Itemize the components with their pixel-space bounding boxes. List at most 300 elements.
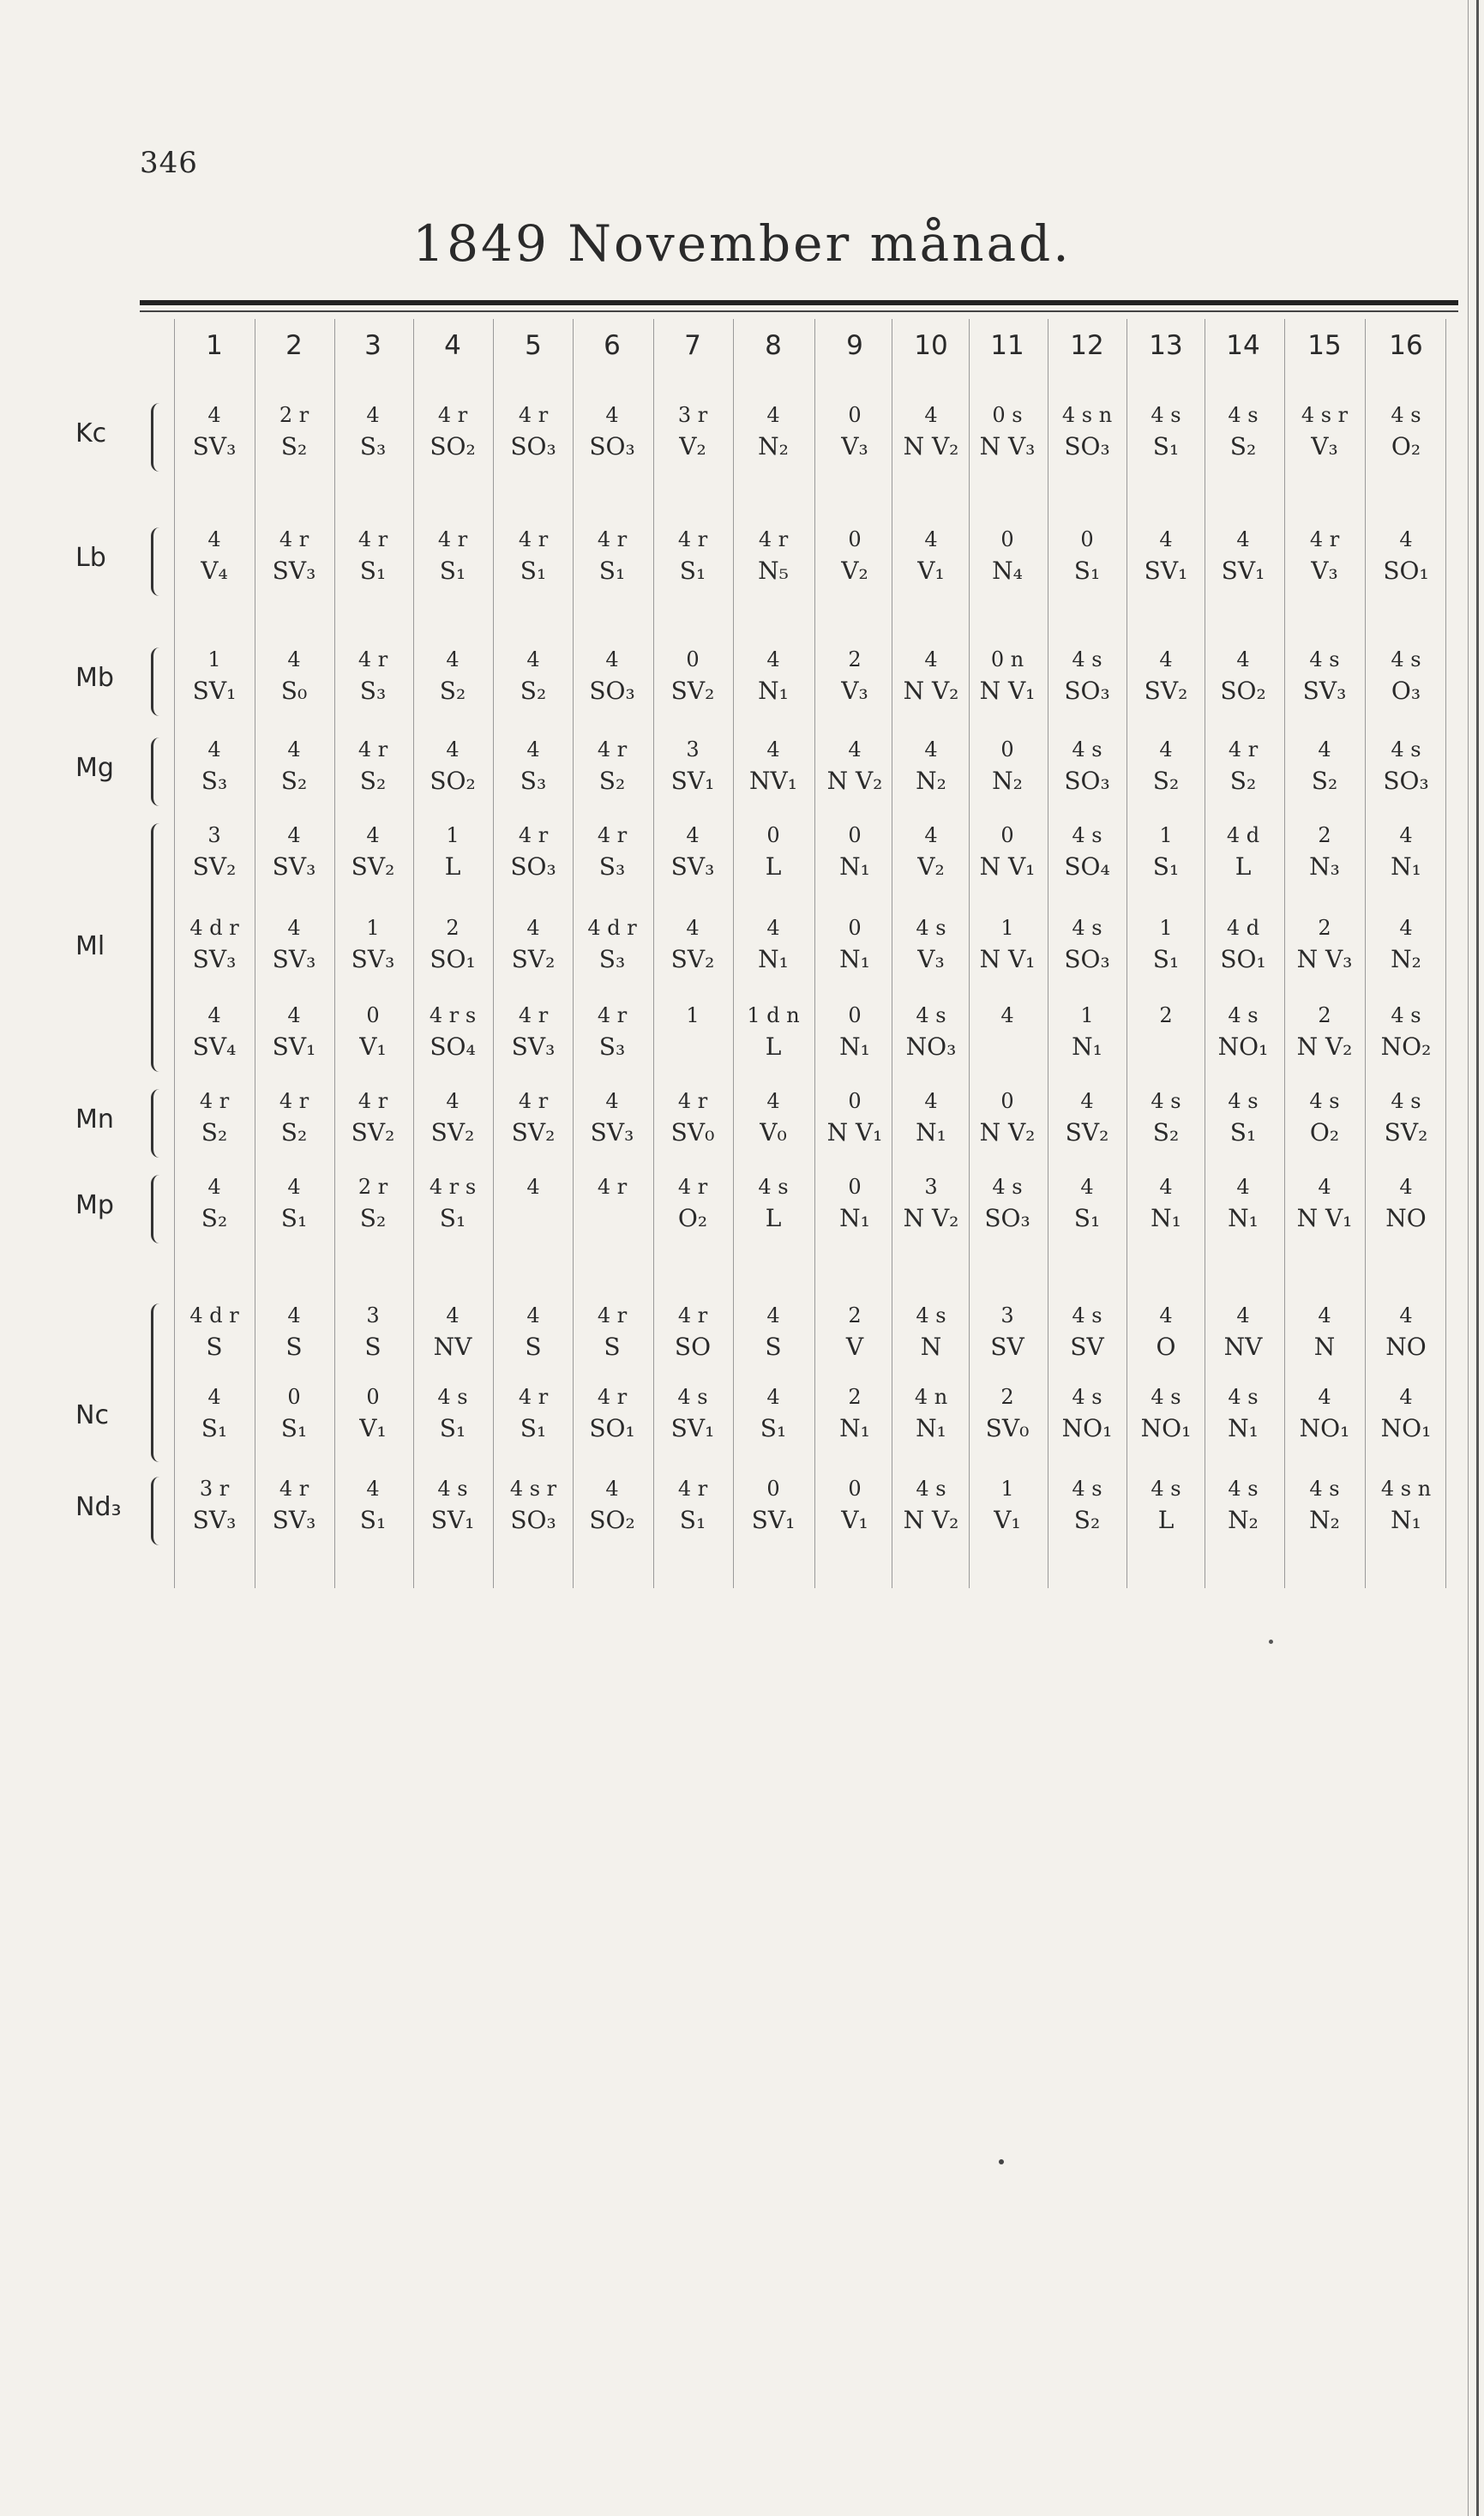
cloud-cover-value: 4 r <box>758 527 789 551</box>
wind-value: SV <box>990 1333 1024 1361</box>
wind-value: NO₁ <box>1380 1414 1432 1442</box>
wind-value: SO₃ <box>1064 432 1110 460</box>
cloud-cover-value: 4 <box>446 1303 460 1327</box>
day-header: 13 <box>1149 330 1183 361</box>
wind-value: SV₂ <box>670 677 715 705</box>
cloud-cover-value: 4 s <box>677 1385 708 1409</box>
cloud-cover-value: 2 r <box>279 403 309 427</box>
wind-value: S₁ <box>201 1414 228 1442</box>
cloud-cover-value: 4 <box>1236 647 1250 671</box>
cloud-cover-value: 4 s <box>1072 737 1102 761</box>
cloud-cover-value: 4 s <box>1228 1477 1259 1501</box>
wind-value: SO₄ <box>1064 852 1110 881</box>
cloud-cover-value: 4 r <box>357 527 388 551</box>
cloud-cover-value: 4 <box>766 1385 780 1409</box>
cloud-cover-value: 4 r s <box>429 1003 477 1027</box>
cloud-cover-value: 4 s <box>1072 1477 1102 1501</box>
wind-value: S₀ <box>280 677 308 705</box>
cloud-cover-value: 0 <box>366 1003 380 1027</box>
day-header: 16 <box>1389 330 1423 361</box>
wind-value: SV₃ <box>351 945 395 973</box>
cloud-cover-value: 4 r <box>357 1089 388 1113</box>
wind-value: N₁ <box>1072 1032 1102 1061</box>
wind-value: N V₂ <box>826 767 883 795</box>
cloud-cover-value: 4 <box>605 647 619 671</box>
cloud-cover-value: 3 r <box>199 1477 230 1501</box>
wind-value: O₃ <box>1391 677 1421 705</box>
row-group-brace <box>151 1175 162 1243</box>
wind-value: V₃ <box>1311 432 1338 460</box>
wind-value: SV₁ <box>1144 557 1188 585</box>
day-header: 4 <box>444 330 461 361</box>
row-group-brace <box>151 647 162 716</box>
station-label: Mg <box>75 753 114 783</box>
wind-value: S₃ <box>359 432 387 460</box>
wind-value: N V₂ <box>903 677 959 705</box>
wind-value: N V₃ <box>1296 945 1353 973</box>
row-group-brace <box>151 1089 162 1158</box>
wind-value: S₂ <box>1229 767 1257 795</box>
cloud-cover-value: 0 <box>848 1477 862 1501</box>
cloud-cover-value: 0 <box>848 1089 862 1113</box>
day-header: 9 <box>846 330 863 361</box>
wind-value: SV₁ <box>192 677 237 705</box>
wind-value: L <box>765 852 782 881</box>
cloud-cover-value: 4 <box>1318 1385 1331 1409</box>
wind-value: N₁ <box>839 1414 870 1442</box>
wind-value: L <box>1157 1506 1175 1534</box>
wind-value: SO₂ <box>589 1506 635 1534</box>
wind-value: S₁ <box>1073 1204 1101 1232</box>
cloud-cover-value: 0 s <box>992 403 1023 427</box>
right-page-border <box>1476 0 1479 2516</box>
wind-value: SV₂ <box>511 945 556 973</box>
wind-value: N₂ <box>1309 1506 1340 1534</box>
cloud-cover-value: 4 <box>766 647 780 671</box>
cloud-cover-value: 4 <box>1236 527 1250 551</box>
cloud-cover-value: 4 <box>366 823 380 847</box>
cloud-cover-value: 3 <box>1000 1303 1014 1327</box>
wind-value: N V₂ <box>903 1506 959 1534</box>
wind-value: NO₃ <box>905 1032 957 1061</box>
wind-value: SV₂ <box>1144 677 1188 705</box>
wind-value: SV₂ <box>430 1118 475 1147</box>
row-group-brace <box>151 527 162 596</box>
wind-value: S₃ <box>598 945 626 973</box>
wind-value: S <box>364 1333 382 1361</box>
cloud-cover-value: 4 r <box>518 527 549 551</box>
wind-value: SV₂ <box>192 852 237 881</box>
wind-value: S₁ <box>520 1414 547 1442</box>
cloud-cover-value: 0 <box>848 823 862 847</box>
cloud-cover-value: 4 s <box>437 1385 468 1409</box>
day-header: 1 <box>206 330 223 361</box>
wind-value: S₂ <box>520 677 547 705</box>
wind-value: S₁ <box>679 1506 706 1534</box>
cloud-cover-value: 0 <box>1080 527 1094 551</box>
wind-value: V₂ <box>679 432 706 460</box>
day-header: 7 <box>684 330 701 361</box>
cloud-cover-value: 4 <box>1159 1175 1173 1199</box>
wind-value: N V₂ <box>903 432 959 460</box>
cloud-cover-value: 2 r <box>357 1175 388 1199</box>
cloud-cover-value: 4 <box>924 823 938 847</box>
day-header: 2 <box>285 330 303 361</box>
wind-value: O₂ <box>1309 1118 1340 1147</box>
cloud-cover-value: 4 r <box>518 823 549 847</box>
cloud-cover-value: 4 s <box>1151 1477 1181 1501</box>
cloud-cover-value: 4 r <box>597 527 628 551</box>
wind-value: L <box>444 852 461 881</box>
cloud-cover-value: 4 <box>686 823 700 847</box>
cloud-cover-value: 4 r <box>677 1477 708 1501</box>
cloud-cover-value: 4 r <box>199 1089 230 1113</box>
wind-value: SV₃ <box>192 1506 237 1534</box>
cloud-cover-value: 3 <box>686 737 700 761</box>
wind-value: S₃ <box>598 852 626 881</box>
wind-value: V₁ <box>359 1414 387 1442</box>
wind-value: V₃ <box>1311 557 1338 585</box>
cloud-cover-value: 4 n <box>914 1385 948 1409</box>
cloud-cover-value: 0 <box>287 1385 301 1409</box>
wind-value: S₂ <box>280 767 308 795</box>
cloud-cover-value: 4 <box>446 1089 460 1113</box>
day-header: 10 <box>914 330 948 361</box>
cloud-cover-value: 4 <box>766 403 780 427</box>
cloud-cover-value: 4 <box>1399 1175 1413 1199</box>
wind-value: S₁ <box>679 557 706 585</box>
cloud-cover-value: 1 <box>686 1003 700 1027</box>
wind-value: SV₂ <box>511 1118 556 1147</box>
cloud-cover-value: 2 <box>1318 823 1331 847</box>
wind-value: SO₃ <box>1064 677 1110 705</box>
cloud-cover-value: 4 <box>287 823 301 847</box>
wind-value: S₂ <box>1152 767 1180 795</box>
day-header: 11 <box>990 330 1024 361</box>
wind-value: NO <box>1385 1333 1427 1361</box>
wind-value: SV₁ <box>670 1414 715 1442</box>
wind-value: S <box>206 1333 223 1361</box>
wind-value: SO₂ <box>430 767 476 795</box>
ink-speck <box>1269 1640 1273 1644</box>
wind-value: V₂ <box>841 557 868 585</box>
cloud-cover-value: 4 s r <box>509 1477 557 1501</box>
cloud-cover-value: 4 r <box>518 1003 549 1027</box>
wind-value: SV₀ <box>985 1414 1030 1442</box>
cloud-cover-value: 2 <box>446 916 460 940</box>
cloud-cover-value: 0 <box>848 527 862 551</box>
cloud-cover-value: 4 r <box>677 1303 708 1327</box>
cloud-cover-value: 4 s <box>1151 1385 1181 1409</box>
wind-value: S₃ <box>201 767 228 795</box>
wind-value: S₁ <box>520 557 547 585</box>
wind-value: S₂ <box>359 767 387 795</box>
cloud-cover-value: 4 s <box>1151 403 1181 427</box>
wind-value: SO₃ <box>510 432 556 460</box>
cloud-cover-value: 4 s <box>1072 1385 1102 1409</box>
cloud-cover-value: 2 <box>1318 1003 1331 1027</box>
wind-value: NV₁ <box>749 767 797 795</box>
wind-value: N₁ <box>1391 852 1421 881</box>
wind-value: SV₂ <box>670 945 715 973</box>
wind-value: N₁ <box>758 677 789 705</box>
station-label: Nc <box>75 1400 109 1430</box>
cloud-cover-value: 0 <box>686 647 700 671</box>
wind-value: S₁ <box>359 557 387 585</box>
wind-value: S <box>285 1333 303 1361</box>
cloud-cover-value: 0 <box>766 1477 780 1501</box>
cloud-cover-value: 4 <box>605 1477 619 1501</box>
wind-value: S₂ <box>439 677 466 705</box>
wind-value: N₁ <box>1228 1414 1259 1442</box>
wind-value: O₂ <box>677 1204 708 1232</box>
cloud-cover-value: 4 <box>366 403 380 427</box>
wind-value: N₁ <box>839 1032 870 1061</box>
wind-value: N V₂ <box>979 1118 1036 1147</box>
station-label: Mn <box>75 1105 114 1135</box>
wind-value: SV₃ <box>590 1118 634 1147</box>
cloud-cover-value: 4 <box>1318 737 1331 761</box>
cloud-cover-value: 4 r <box>597 1303 628 1327</box>
cloud-cover-value: 4 r <box>279 1089 309 1113</box>
cloud-cover-value: 4 s n <box>1061 403 1113 427</box>
wind-value: N₂ <box>992 767 1023 795</box>
row-group-brace <box>151 823 162 1072</box>
cloud-cover-value: 0 n <box>990 647 1024 671</box>
cloud-cover-value: 4 s <box>992 1175 1023 1199</box>
row-group-brace <box>151 1477 162 1545</box>
wind-value: SV₁ <box>670 767 715 795</box>
wind-value: S₃ <box>598 1032 626 1061</box>
cloud-cover-value: 4 r <box>597 823 628 847</box>
wind-value: SV₀ <box>670 1118 715 1147</box>
wind-value: N₁ <box>839 852 870 881</box>
wind-value: V₃ <box>841 677 868 705</box>
cloud-cover-value: 4 s <box>1072 1303 1102 1327</box>
cloud-cover-value: 4 s <box>1072 647 1102 671</box>
wind-value: N₂ <box>1391 945 1421 973</box>
wind-value: S₂ <box>359 1204 387 1232</box>
cloud-cover-value: 4 <box>924 737 938 761</box>
cloud-cover-value: 4 r <box>597 1385 628 1409</box>
wind-value: V₁ <box>994 1506 1021 1534</box>
wind-value: L <box>765 1204 782 1232</box>
cloud-cover-value: 4 <box>1159 647 1173 671</box>
wind-value: SV₂ <box>1384 1118 1428 1147</box>
wind-value: S₂ <box>1073 1506 1101 1534</box>
cloud-cover-value: 4 <box>1159 1303 1173 1327</box>
cloud-cover-value: 4 <box>1159 527 1173 551</box>
cloud-cover-value: 4 <box>526 1303 540 1327</box>
cloud-cover-value: 4 <box>1399 1385 1413 1409</box>
cloud-cover-value: 3 <box>366 1303 380 1327</box>
wind-value: N₁ <box>758 945 789 973</box>
cloud-cover-value: 4 <box>848 737 862 761</box>
wind-value: S <box>604 1333 621 1361</box>
cloud-cover-value: 4 s <box>1228 1089 1259 1113</box>
wind-value: SO₂ <box>1220 677 1266 705</box>
cloud-cover-value: 0 <box>1000 737 1014 761</box>
cloud-cover-value: 4 <box>207 1175 221 1199</box>
cloud-cover-value: 0 <box>766 823 780 847</box>
cloud-cover-value: 4 s <box>1228 1003 1259 1027</box>
cloud-cover-value: 4 <box>766 737 780 761</box>
cloud-cover-value: 4 r <box>437 403 468 427</box>
wind-value: N₁ <box>1228 1204 1259 1232</box>
cloud-cover-value: 4 <box>605 403 619 427</box>
day-header: 15 <box>1307 330 1342 361</box>
cloud-cover-value: 4 <box>1080 1175 1094 1199</box>
cloud-cover-value: 4 <box>766 916 780 940</box>
cloud-cover-value: 0 <box>1000 1089 1014 1113</box>
wind-value: SO₁ <box>430 945 476 973</box>
day-header: 6 <box>604 330 621 361</box>
wind-value: SV₂ <box>351 1118 395 1147</box>
cloud-cover-value: 2 <box>848 1385 862 1409</box>
wind-value: SV₁ <box>272 1032 316 1061</box>
cloud-cover-value: 4 s <box>916 916 946 940</box>
wind-value: N V₁ <box>979 945 1036 973</box>
wind-value: SO₃ <box>1064 945 1110 973</box>
cloud-cover-value: 4 r s <box>429 1175 477 1199</box>
wind-value: O <box>1156 1333 1176 1361</box>
cloud-cover-value: 3 r <box>677 403 708 427</box>
wind-value: SO₃ <box>589 432 635 460</box>
right-page-border-inner <box>1468 0 1469 2516</box>
cloud-cover-value: 4 <box>287 1175 301 1199</box>
cloud-cover-value: 4 d <box>1226 916 1260 940</box>
station-label: Kc <box>75 418 107 448</box>
wind-value: S₁ <box>598 557 626 585</box>
cloud-cover-value: 4 <box>605 1089 619 1113</box>
wind-value: S₂ <box>1152 1118 1180 1147</box>
wind-value: V₁ <box>359 1032 387 1061</box>
cloud-cover-value: 4 <box>526 737 540 761</box>
cloud-cover-value: 4 r <box>279 527 309 551</box>
wind-value: SV₂ <box>1065 1118 1109 1147</box>
wind-value: S <box>525 1333 542 1361</box>
cloud-cover-value: 4 d <box>1226 823 1260 847</box>
wind-value: S₁ <box>1073 557 1101 585</box>
row-group-brace <box>151 403 162 472</box>
cloud-cover-value: 2 <box>848 1303 862 1327</box>
cloud-cover-value: 4 <box>1318 1175 1331 1199</box>
cloud-cover-value: 4 s <box>1228 403 1259 427</box>
cloud-cover-value: 2 <box>1000 1385 1014 1409</box>
wind-value: L <box>765 1032 782 1061</box>
cloud-cover-value: 4 s <box>1309 1089 1340 1113</box>
cloud-cover-value: 4 r <box>357 737 388 761</box>
wind-value: SV₂ <box>351 852 395 881</box>
wind-value: N V₁ <box>979 852 1036 881</box>
ink-speck <box>999 2159 1004 2164</box>
cloud-cover-value: 4 <box>287 1003 301 1027</box>
wind-value: V₂ <box>917 852 945 881</box>
wind-value: N V₁ <box>979 677 1036 705</box>
wind-value: NO₁ <box>1140 1414 1192 1442</box>
wind-value: NO₁ <box>1299 1414 1350 1442</box>
cloud-cover-value: 4 <box>766 1303 780 1327</box>
station-label: Nd₃ <box>75 1492 122 1522</box>
wind-value: V₃ <box>841 432 868 460</box>
cloud-cover-value: 4 r <box>437 527 468 551</box>
cloud-cover-value: 0 <box>1000 823 1014 847</box>
cloud-cover-value: 4 s <box>1151 1089 1181 1113</box>
wind-value: SV₃ <box>272 852 316 881</box>
wind-value: SO₄ <box>430 1032 476 1061</box>
cloud-cover-value: 4 <box>287 1303 301 1327</box>
wind-value: SV₃ <box>192 432 237 460</box>
cloud-cover-value: 4 s <box>1391 737 1421 761</box>
cloud-cover-value: 4 <box>924 403 938 427</box>
cloud-cover-value: 4 r <box>677 527 708 551</box>
wind-value: S₂ <box>201 1204 228 1232</box>
cloud-cover-value: 4 <box>1236 1175 1250 1199</box>
wind-value: SV₃ <box>272 557 316 585</box>
cloud-cover-value: 4 r <box>518 1385 549 1409</box>
cloud-cover-value: 4 r <box>1309 527 1340 551</box>
wind-value: N V₁ <box>826 1118 883 1147</box>
wind-value: S₁ <box>1152 432 1180 460</box>
station-label: Ml <box>75 931 105 961</box>
wind-value: S₂ <box>1311 767 1338 795</box>
wind-value: S₁ <box>760 1414 787 1442</box>
wind-value: V₁ <box>841 1506 868 1534</box>
wind-value: NO <box>1385 1204 1427 1232</box>
wind-value: NO₂ <box>1380 1032 1432 1061</box>
wind-value: NO₁ <box>1217 1032 1269 1061</box>
wind-value: V₃ <box>917 945 945 973</box>
wind-value: S₂ <box>280 432 308 460</box>
wind-value: S₁ <box>439 1414 466 1442</box>
cloud-cover-value: 4 <box>207 1003 221 1027</box>
cloud-cover-value: 4 <box>287 916 301 940</box>
wind-value: SO₃ <box>589 677 635 705</box>
cloud-cover-value: 1 d n <box>747 1003 800 1027</box>
cloud-cover-value: 4 s <box>1072 916 1102 940</box>
wind-value: SO₁ <box>1220 945 1266 973</box>
row-group-brace <box>151 737 162 806</box>
wind-value: S₂ <box>1229 432 1257 460</box>
wind-value: V <box>845 1333 864 1361</box>
cloud-cover-value: 4 s <box>916 1003 946 1027</box>
cloud-cover-value: 4 <box>207 403 221 427</box>
wind-value: SV₃ <box>272 1506 316 1534</box>
row-group-brace <box>151 1303 162 1462</box>
wind-value: N₁ <box>916 1118 946 1147</box>
cloud-cover-value: 4 r <box>597 1175 628 1199</box>
page-title: 1849 November månad. <box>412 214 1072 273</box>
day-header: 12 <box>1070 330 1104 361</box>
wind-value: SO <box>674 1333 712 1361</box>
wind-value: NV <box>433 1333 472 1361</box>
cloud-cover-value: 4 r <box>518 403 549 427</box>
cloud-cover-value: 1 <box>1159 823 1173 847</box>
cloud-cover-value: 4 <box>366 1477 380 1501</box>
cloud-cover-value: 4 r <box>677 1089 708 1113</box>
cloud-cover-value: 1 <box>446 823 460 847</box>
cloud-cover-value: 3 <box>924 1175 938 1199</box>
station-label: Lb <box>75 543 106 573</box>
cloud-cover-value: 4 r <box>597 1003 628 1027</box>
wind-value: N <box>1313 1333 1336 1361</box>
cloud-cover-value: 0 <box>848 1175 862 1199</box>
cloud-cover-value: 4 <box>446 647 460 671</box>
cloud-cover-value: 4 <box>1159 737 1173 761</box>
cloud-cover-value: 4 <box>207 527 221 551</box>
cloud-cover-value: 1 <box>207 647 221 671</box>
wind-value: SO₃ <box>510 852 556 881</box>
